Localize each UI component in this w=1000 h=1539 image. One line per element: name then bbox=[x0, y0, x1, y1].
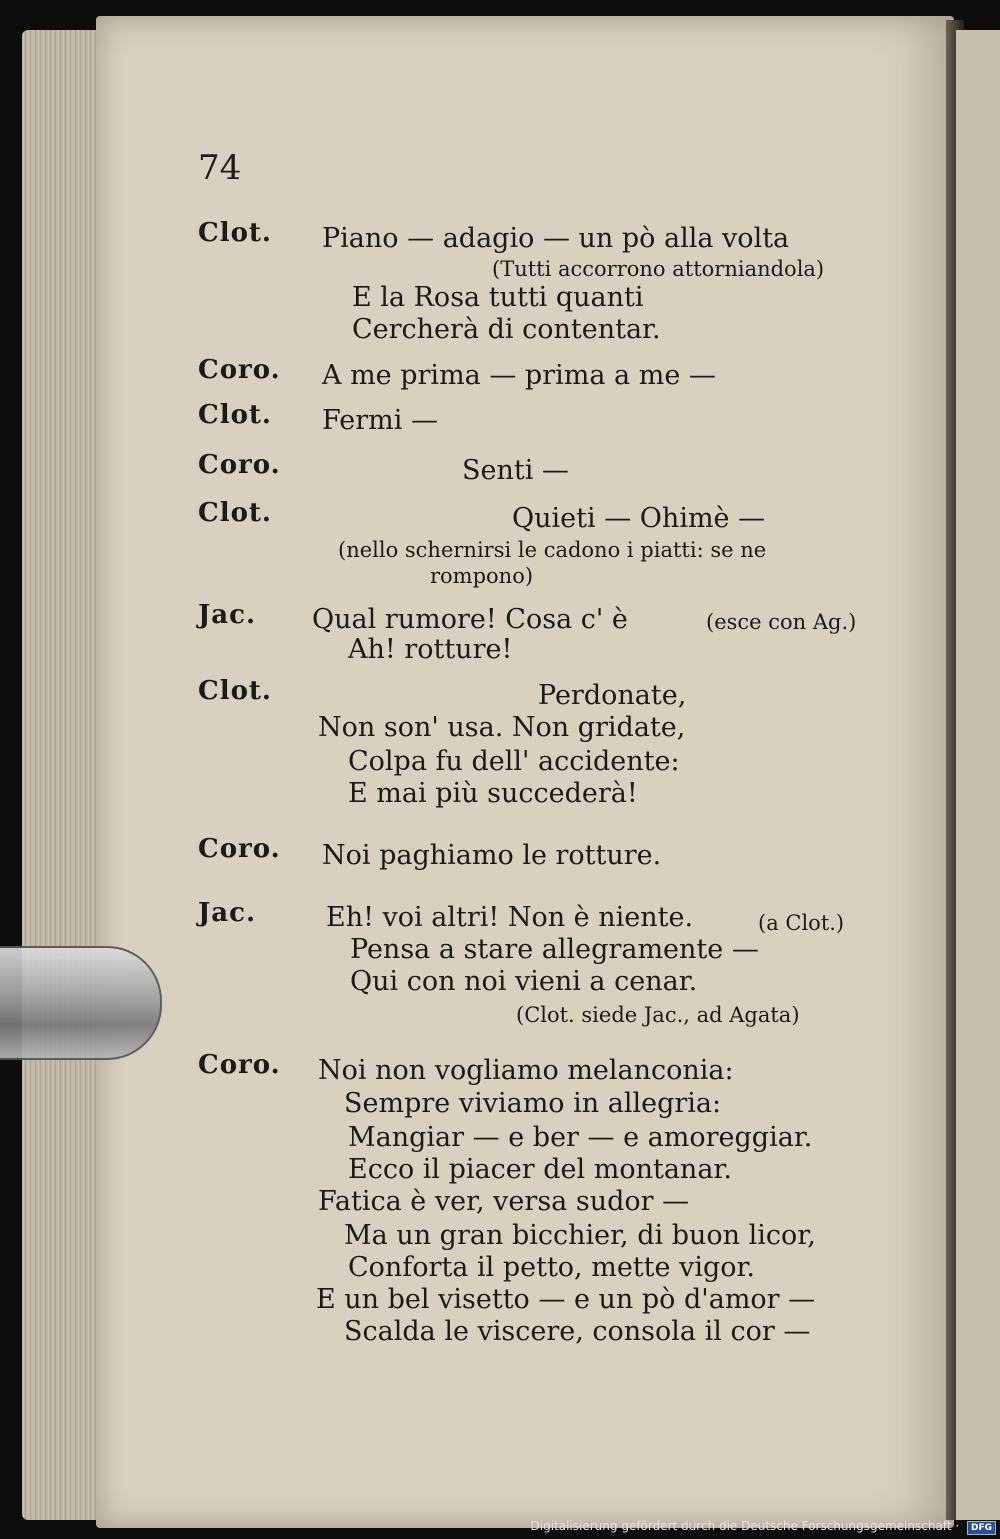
book-clip bbox=[0, 946, 162, 1060]
verse-line: E la Rosa tutti quanti bbox=[352, 282, 644, 313]
verse-line: Quieti — Ohimè — bbox=[512, 503, 766, 534]
stage-direction: (Clot. siede Jac., ad Agata) bbox=[516, 1003, 800, 1027]
verse-line: Non son' usa. Non gridate, bbox=[318, 712, 686, 743]
verse-line: Eh! voi altri! Non è niente. bbox=[326, 902, 694, 933]
verse-line: Senti — bbox=[462, 455, 569, 486]
verse-line: Piano — adagio — un pò alla volta bbox=[322, 223, 790, 254]
verse-line: Scalda le viscere, consola il cor — bbox=[344, 1316, 811, 1347]
speaker-label: Clot. bbox=[198, 400, 272, 430]
speaker-label: Coro. bbox=[198, 1050, 281, 1080]
dfg-logo: DFG bbox=[967, 1521, 996, 1535]
verse-line: A me prima — prima a me — bbox=[322, 360, 716, 391]
stage-direction: (nello schernirsi le cadono i piatti: se ne bbox=[338, 538, 767, 562]
stage-direction: (Tutti accorrono attorniandola) bbox=[492, 257, 825, 281]
verse-line: Mangiar — e ber — e amoreggiar. bbox=[348, 1122, 813, 1153]
verse-line: Colpa fu dell' accidente: bbox=[348, 746, 680, 777]
verse-line: Noi non vogliamo melanconia: bbox=[318, 1055, 734, 1086]
verse-line: Ecco il piacer del montanar. bbox=[348, 1154, 732, 1185]
digitization-credit bbox=[531, 1519, 996, 1535]
verse-line: Ah! rotture! bbox=[348, 634, 513, 665]
verse-line: Sempre viviamo in allegria: bbox=[344, 1088, 722, 1119]
next-page-edge bbox=[956, 30, 1000, 1520]
verse-line: Pensa a stare allegramente — bbox=[350, 934, 759, 965]
verse-line: E mai più succederà! bbox=[348, 778, 638, 809]
verse-line: Perdonate, bbox=[538, 680, 687, 711]
speaker-label: Clot. bbox=[198, 498, 272, 528]
verse-line: Noi paghiamo le rotture. bbox=[322, 840, 662, 871]
speaker-label: Clot. bbox=[198, 218, 272, 248]
speaker-label: Coro. bbox=[198, 834, 281, 864]
verse-line: Qual rumore! Cosa c' è bbox=[312, 604, 628, 635]
verse-line: Fatica è ver, versa sudor — bbox=[318, 1186, 690, 1217]
speaker-label: Jac. bbox=[198, 600, 257, 630]
speaker-label: Clot. bbox=[198, 676, 272, 706]
credit-text: Digitalisierung gefördert durch die Deutsche Forschungsgemeinschaft · bbox=[530, 1519, 960, 1533]
verse-line: Qui con noi vieni a cenar. bbox=[350, 966, 698, 997]
speaker-label: Jac. bbox=[198, 898, 257, 928]
speaker-label: Coro. bbox=[198, 355, 281, 385]
verse-line: E un bel visetto — e un pò d'amor — bbox=[316, 1284, 816, 1315]
verse-line: Cercherà di contentar. bbox=[352, 314, 661, 345]
verse-line: Fermi — bbox=[322, 405, 438, 436]
speaker-label: Coro. bbox=[198, 450, 281, 480]
verse-line: Ma un gran bicchier, di buon licor, bbox=[344, 1220, 816, 1251]
page-number: 74 bbox=[198, 148, 242, 188]
stage-direction: rompono) bbox=[430, 564, 534, 588]
verse-line: Conforta il petto, mette vigor. bbox=[348, 1252, 756, 1283]
stage-direction: (a Clot.) bbox=[758, 911, 845, 935]
stage-direction: (esce con Ag.) bbox=[706, 610, 857, 634]
